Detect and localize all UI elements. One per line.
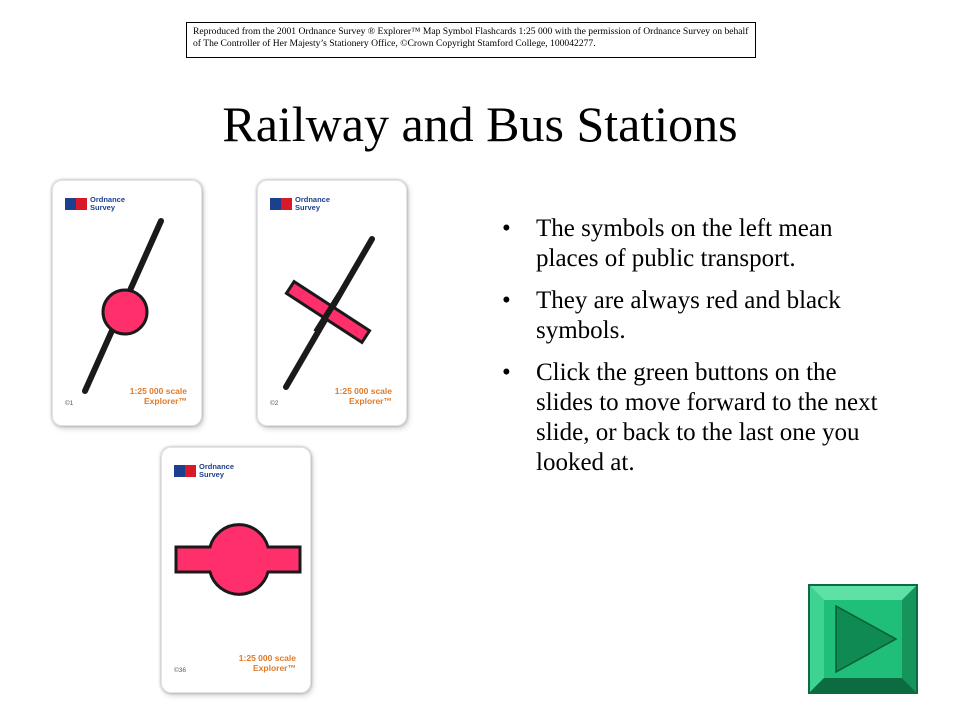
bullet-item [496, 214, 896, 274]
card-number: ©36 [174, 667, 187, 674]
ordnance-survey-logo [174, 463, 234, 478]
bullet-marker: • [502, 359, 511, 386]
copyright-notice: Reproduced from the 2001 Ordnance Survey ® Explorer™ Map Symbol Flashcards 1:25 000 with the permission of Ordnance Survey on behalf of The Controller of Her Majesty’s Stationery Office, ©Crown Copyright Stamford College, 100042277. [186, 22, 756, 58]
scale-text: 1:25 000 scale [334, 386, 392, 396]
series-text: Explorer™ [349, 396, 392, 406]
brand-line-2: Survey [199, 469, 225, 479]
bullet-item [496, 358, 896, 478]
bullet-text: The symbols on the left mean places of public transport. [536, 215, 833, 272]
bullet-marker: • [502, 215, 511, 242]
bullet-marker: • [502, 287, 511, 314]
slide-title: Railway and Bus Stations [222, 96, 738, 152]
brand-line-1: Ordnance [199, 462, 235, 471]
next-slide-button[interactable] [808, 584, 918, 694]
flashcard-halt [257, 180, 407, 426]
bullet-item [496, 286, 896, 346]
flashcard-bus-station [161, 447, 311, 693]
ordnance-survey-logo [270, 196, 330, 211]
brand-line-1: Ordnance [90, 195, 126, 204]
scale-text: 1:25 000 scale [238, 653, 296, 663]
card-number: ©2 [270, 400, 279, 407]
card-scale [130, 386, 187, 406]
play-triangle-icon [810, 586, 916, 692]
bullet-text: They are always red and black symbols. [536, 287, 841, 344]
card-number: ©1 [65, 400, 74, 407]
brand-line-2: Survey [295, 202, 321, 212]
series-text: Explorer™ [253, 663, 296, 673]
brand-line-2: Survey [90, 202, 116, 212]
card-scale [335, 386, 392, 406]
card-scale [239, 653, 296, 673]
series-text: Explorer™ [144, 396, 187, 406]
bullet-list [496, 214, 896, 490]
scale-text: 1:25 000 scale [129, 386, 187, 396]
ordnance-survey-logo [65, 196, 125, 211]
flashcard-station [52, 180, 202, 426]
bullet-text: Click the green buttons on the slides to move forward to the next slide, or back to the last one you looked at. [536, 359, 878, 476]
brand-line-1: Ordnance [295, 195, 331, 204]
